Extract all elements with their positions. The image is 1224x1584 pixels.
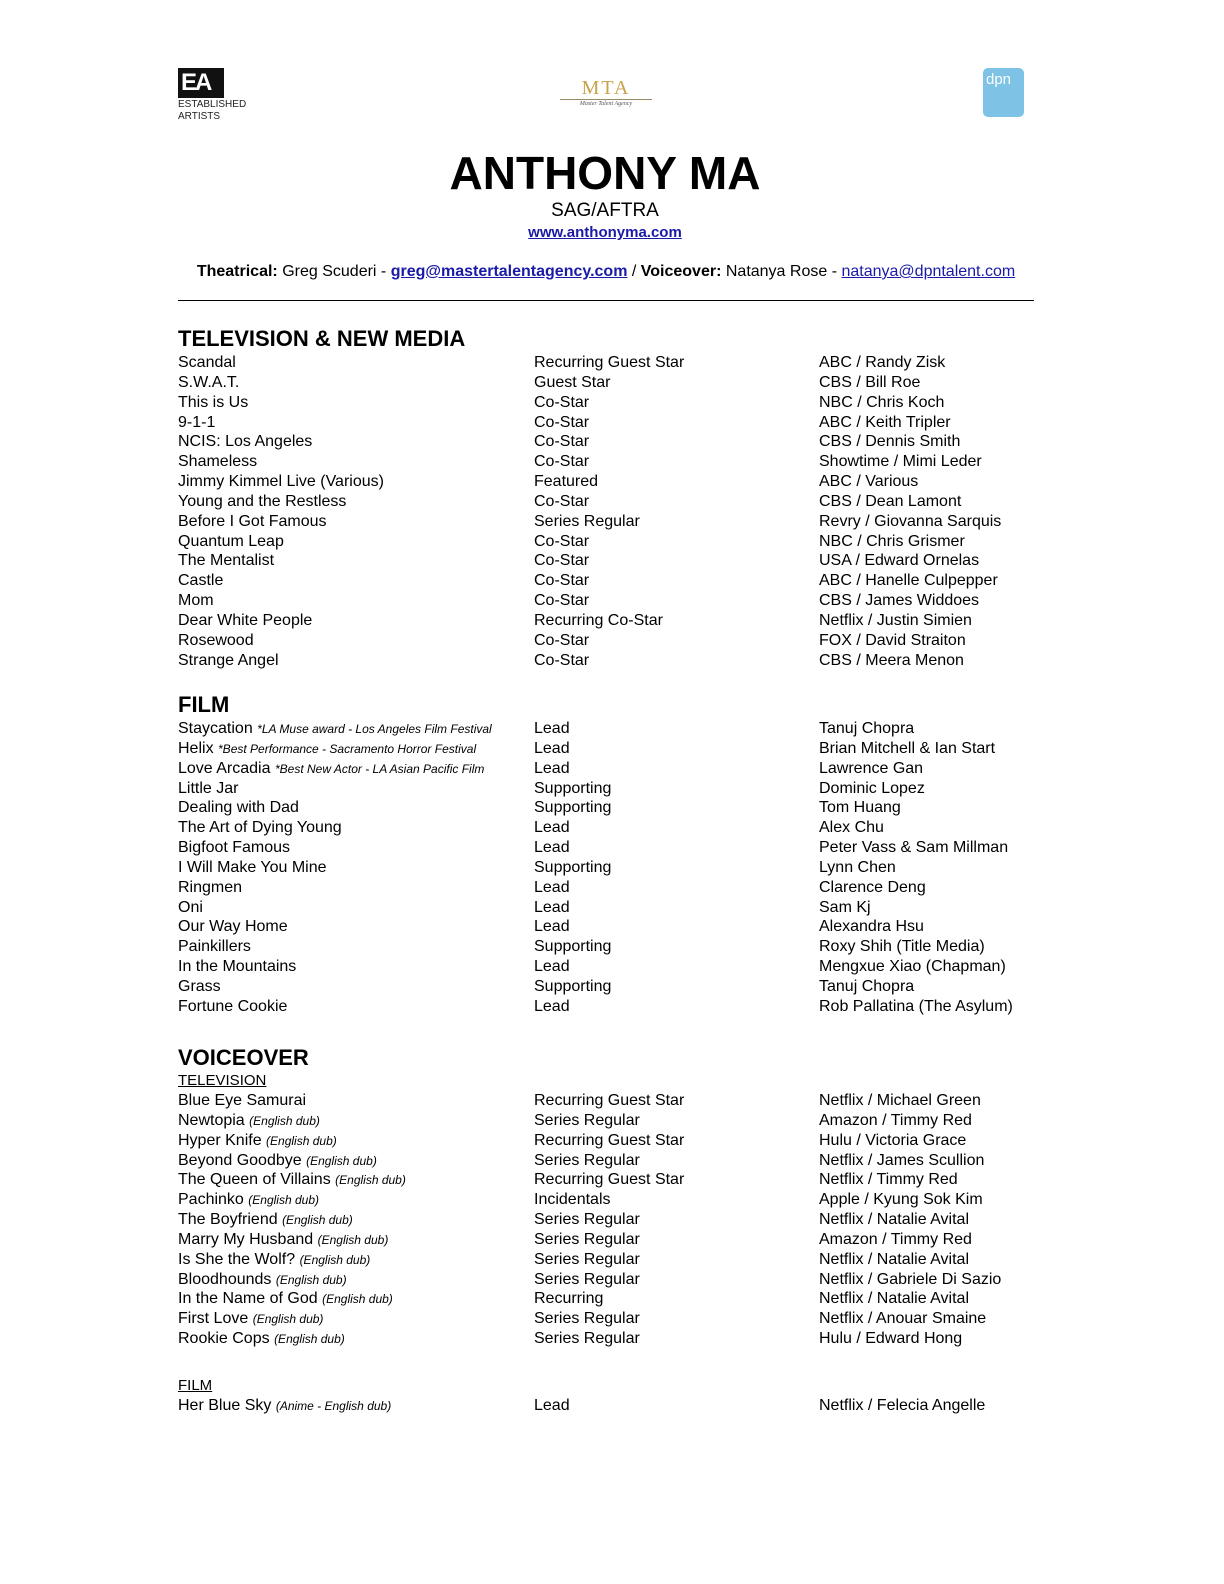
credit-role: Lead [534, 997, 570, 1015]
credit-row [178, 651, 1034, 671]
credit-row [178, 1210, 1034, 1230]
credit-note: *LA Muse award - Los Angeles Film Festival [257, 722, 492, 736]
credit-title: In the Name of God [178, 1290, 318, 1308]
credit-note: (English dub) [282, 1213, 353, 1228]
credit-role: Recurring [534, 1290, 604, 1308]
credit-row [178, 492, 1034, 512]
credit-row [178, 719, 1034, 739]
credit-title: Blue Eye Samurai [178, 1092, 307, 1109]
credit-title: Is She the Wolf? [178, 1250, 296, 1268]
credit-title-cell [178, 977, 221, 997]
credit-note: *Best New Actor - LA Asian Pacific Film [274, 761, 485, 776]
credit-row [178, 1309, 1034, 1329]
union-affiliation: SAG/AFTRA [551, 200, 659, 221]
credit-network-director: Peter Vass & Sam Millman [819, 839, 1009, 857]
credit-row [178, 739, 1034, 759]
credit-network-director: Sam Kj [819, 898, 871, 916]
voiceover-film-subtitle: FILM [178, 1377, 213, 1394]
credit-role: Supporting [534, 858, 612, 876]
credit-title-cell [178, 591, 214, 611]
credit-note: (English dub) [317, 1232, 389, 1247]
credit-role: Lead [534, 720, 570, 737]
credit-row [178, 591, 1034, 611]
film-credits [178, 719, 1034, 1017]
credit-row [178, 1151, 1034, 1171]
credit-row [178, 898, 1034, 918]
credit-role: Supporting [534, 779, 612, 797]
credit-network-director: Netflix / Michael Green [819, 1092, 981, 1109]
credit-role: Co-Star [534, 492, 590, 510]
credit-note: (English dub) [322, 1292, 393, 1307]
credit-row [178, 631, 1034, 651]
credit-title: Marry My Husband [178, 1230, 314, 1248]
credit-network-director: Netflix / James Scullion [819, 1151, 985, 1169]
credit-title: Bigfoot Famous [178, 839, 291, 857]
credit-network-director: Lawrence Gan [819, 759, 924, 777]
credit-network-director: ABC / Hanelle Culpepper [819, 572, 998, 590]
credit-row [178, 957, 1034, 977]
credit-role: Lead [534, 918, 570, 936]
credit-network-director: Netflix / Felecia Angelle [819, 1397, 986, 1414]
credit-title: Staycation [178, 720, 253, 737]
credit-network-director: NBC / Chris Koch [819, 393, 945, 411]
credit-title: S.W.A.T. [178, 373, 240, 391]
credit-network-director: Roxy Shih (Title Media) [819, 938, 985, 956]
credit-note: (English dub) [335, 1173, 406, 1188]
credit-row [178, 551, 1034, 571]
actor-name: ANTHONY MA [449, 147, 761, 199]
credit-title-cell [178, 798, 299, 818]
credit-row [178, 937, 1034, 957]
credit-network-director: CBS / Dennis Smith [819, 433, 961, 451]
credit-row [178, 818, 1034, 838]
credit-role: Co-Star [534, 651, 590, 669]
credit-row [178, 1396, 1034, 1416]
credit-note: (English dub) [275, 1272, 347, 1287]
credit-title-cell [178, 631, 254, 651]
credit-title: Quantum Leap [178, 532, 284, 550]
credit-title-cell [178, 1329, 345, 1349]
credit-role: Series Regular [534, 1330, 640, 1348]
credit-role: Co-Star [534, 433, 590, 451]
credit-title: Painkillers [178, 938, 251, 956]
credit-role: Co-Star [534, 572, 590, 590]
credit-title-cell [178, 818, 342, 838]
credit-role: Co-Star [534, 592, 590, 610]
credit-role: Co-Star [534, 393, 590, 411]
credit-row [178, 838, 1034, 858]
credit-title: Grass [178, 977, 221, 995]
header-divider [178, 300, 1034, 301]
credit-title-cell [178, 898, 203, 918]
credit-title: Ringmen [178, 878, 243, 896]
credit-title: Young and the Restless [178, 492, 347, 510]
credit-network-director: Netflix / Natalie Avital [819, 1290, 969, 1308]
credit-role: Series Regular [534, 1111, 640, 1129]
credit-network-director: CBS / Meera Menon [819, 651, 964, 669]
credit-row [178, 452, 1034, 472]
credit-title-cell [178, 512, 327, 532]
credit-title: 9-1-1 [178, 413, 216, 431]
credit-row [178, 997, 1034, 1017]
credit-network-director: Netflix / Timmy Red [819, 1171, 958, 1189]
credit-title: Strange Angel [178, 651, 279, 669]
credit-title: Rookie Cops [178, 1330, 270, 1348]
credit-title-cell [178, 858, 327, 878]
credit-title-cell [178, 917, 288, 937]
credit-title: Hyper Knife [178, 1131, 262, 1149]
credit-title: NCIS: Los Angeles [178, 433, 313, 451]
credit-title: The Mentalist [178, 552, 275, 570]
credit-title: Rosewood [178, 631, 254, 649]
credit-title: Our Way Home [178, 918, 288, 936]
credit-role: Lead [534, 739, 570, 757]
credit-title-cell [178, 353, 236, 373]
credit-role: Lead [534, 898, 570, 916]
website-link[interactable]: www.anthonyma.com [528, 224, 682, 241]
credit-role: Co-Star [534, 552, 590, 570]
credit-title-cell [178, 651, 279, 671]
credit-title: Her Blue Sky [178, 1397, 272, 1414]
credit-row [178, 413, 1034, 433]
credit-network-director: Showtime / Mimi Leder [819, 453, 982, 471]
credit-network-director: Tom Huang [819, 799, 901, 817]
television-credits [178, 353, 1034, 671]
credit-title-cell [178, 957, 296, 977]
credit-title-cell [178, 1131, 337, 1151]
credit-network-director: CBS / Dean Lamont [819, 492, 962, 510]
credit-title-cell [178, 393, 248, 413]
credit-title: Love Arcadia [178, 759, 271, 777]
credit-title-cell [178, 571, 223, 591]
credit-role: Co-Star [534, 413, 590, 431]
credit-network-director: ABC / Keith Tripler [819, 413, 951, 431]
credit-role: Recurring Guest Star [534, 354, 685, 371]
credit-note: *Best Performance - Sacramento Horror Festival [218, 741, 477, 756]
credit-row [178, 917, 1034, 937]
credit-network-director: Amazon / Timmy Red [819, 1230, 972, 1248]
credit-role: Lead [534, 1397, 570, 1414]
credit-role: Supporting [534, 938, 612, 956]
credit-role: Co-Star [534, 631, 590, 649]
television-section-title: TELEVISION & NEW MEDIA [178, 326, 466, 351]
credit-note: (Anime - English dub) [275, 1399, 392, 1413]
credit-title: Castle [178, 572, 224, 590]
credit-title-cell [178, 997, 287, 1017]
credit-title: Beyond Goodbye [178, 1151, 302, 1169]
credit-role: Incidentals [534, 1191, 611, 1209]
credit-title-cell [178, 1309, 323, 1329]
credit-title: The Queen of Villains [178, 1171, 331, 1189]
credit-note: (English dub) [266, 1133, 337, 1148]
credit-title-cell [178, 937, 251, 957]
credit-row [178, 1230, 1034, 1250]
credit-role: Featured [534, 473, 599, 491]
mta-logo-mark: MTA [581, 77, 631, 99]
credit-note: (English dub) [248, 1193, 319, 1208]
credit-title-cell [178, 759, 484, 779]
credit-row [178, 432, 1034, 452]
credit-title-cell [178, 1396, 391, 1416]
credit-title: Little Jar [178, 779, 239, 797]
credit-network-director: ABC / Various [819, 473, 919, 491]
credit-role: Co-Star [534, 532, 590, 550]
credit-network-director: CBS / Bill Roe [819, 373, 921, 391]
credit-network-director: FOX / David Straiton [819, 631, 966, 649]
credit-network-director: Hulu / Victoria Grace [819, 1131, 967, 1149]
credit-network-director: Lynn Chen [819, 858, 896, 876]
credit-role: Recurring Guest Star [534, 1171, 685, 1189]
credit-row [178, 1170, 1034, 1190]
credit-row [178, 858, 1034, 878]
credit-network-director: Apple / Kyung Sok Kim [819, 1191, 983, 1209]
credit-title: This is Us [178, 393, 249, 411]
credit-role: Series Regular [534, 1310, 640, 1328]
ea-logo-mark: EA [178, 68, 224, 98]
credit-title: Newtopia [178, 1111, 245, 1129]
credit-network-director: Rob Pallatina (The Asylum) [819, 997, 1013, 1015]
credit-row [178, 779, 1034, 799]
credit-row [178, 1091, 1034, 1111]
voiceover-television-credits [178, 1091, 1034, 1349]
credit-network-director: Revry / Giovanna Sarquis [819, 512, 1002, 530]
credit-row [178, 798, 1034, 818]
credit-row [178, 878, 1034, 898]
credit-role: Series Regular [534, 512, 640, 530]
credit-role: Supporting [534, 977, 612, 995]
credit-row [178, 532, 1034, 552]
credit-title-cell [178, 1190, 319, 1210]
credit-network-director: Tanuj Chopra [819, 720, 915, 737]
dpn-logo-mark: dpn [986, 71, 1012, 88]
credit-row [178, 1329, 1034, 1349]
credit-title-cell [178, 739, 476, 759]
credit-network-director: Mengxue Xiao (Chapman) [819, 958, 1006, 976]
credit-role: Series Regular [534, 1211, 640, 1229]
credit-row [178, 472, 1034, 492]
contact-line [0, 262, 1212, 282]
ea-logo-text-1: ESTABLISHED [178, 99, 247, 110]
credit-title-cell [178, 1151, 377, 1171]
credit-row [178, 759, 1034, 779]
credit-title: Fortune Cookie [178, 997, 288, 1015]
credit-title: Helix [178, 739, 214, 757]
credit-title: Shameless [178, 453, 258, 471]
credit-network-director: USA / Edward Ornelas [819, 552, 980, 570]
credit-network-director: Netflix / Anouar Smaine [819, 1310, 987, 1328]
credit-row [178, 1111, 1034, 1131]
credit-title: Dealing with Dad [178, 799, 299, 817]
credit-title-cell [178, 1289, 393, 1309]
credit-row [178, 1250, 1034, 1270]
credit-role: Guest Star [534, 373, 611, 391]
credit-title: Dear White People [178, 611, 313, 629]
credit-network-director: Dominic Lopez [819, 779, 925, 797]
credit-network-director: CBS / James Widdoes [819, 592, 980, 610]
credit-row [178, 393, 1034, 413]
credit-title: Scandal [178, 354, 236, 371]
credit-title-cell [178, 1111, 320, 1131]
credit-title-cell [178, 1170, 406, 1190]
credit-title: Oni [178, 898, 203, 916]
credit-row [178, 1131, 1034, 1151]
ea-logo-text-2: ARTISTS [178, 111, 221, 122]
credit-title-cell [178, 1270, 347, 1290]
credit-role: Lead [534, 839, 570, 857]
voiceover-film-credits [178, 1396, 1034, 1416]
credit-title-cell [178, 432, 312, 452]
film-section-title: FILM [178, 692, 230, 717]
credit-role: Co-Star [534, 453, 590, 471]
voiceover-agent: Natanya Rose - [725, 263, 838, 280]
credit-row [178, 1190, 1034, 1210]
credit-network-director: Netflix / Justin Simien [819, 611, 972, 629]
credit-title: In the Mountains [178, 958, 297, 976]
credit-row [178, 1289, 1034, 1309]
credit-role: Lead [534, 878, 570, 896]
credit-title-cell [178, 779, 238, 799]
voiceover-label: Voiceover: [640, 263, 722, 280]
theatrical-agent: Greg Scuderi - [282, 263, 387, 280]
credit-role: Series Regular [534, 1230, 640, 1248]
credit-network-director: Brian Mitchell & Ian Start [819, 739, 996, 757]
theatrical-email-link[interactable]: greg@mastertalentagency.com [390, 263, 628, 280]
credit-network-director: Amazon / Timmy Red [819, 1111, 972, 1129]
credit-title-cell [178, 1250, 370, 1270]
theatrical-label: Theatrical: [196, 263, 278, 280]
credit-title-cell [178, 1210, 353, 1230]
credit-role: Lead [534, 958, 570, 976]
dpn-talent-logo [983, 68, 1024, 117]
credit-title-cell [178, 492, 346, 512]
credit-title: Mom [178, 592, 214, 610]
credit-title-cell [178, 413, 215, 433]
established-artists-logo [178, 68, 248, 122]
credit-network-director: Hulu / Edward Hong [819, 1330, 963, 1348]
mta-logo-text: Master Talent Agency [579, 101, 633, 107]
credit-role: Series Regular [534, 1250, 640, 1268]
credit-title-cell [178, 611, 312, 631]
credit-note: (English dub) [299, 1252, 371, 1267]
credit-role: Series Regular [534, 1270, 640, 1288]
credit-role: Recurring Co-Star [534, 611, 663, 629]
credit-role: Recurring Guest Star [534, 1131, 685, 1149]
credit-row [178, 611, 1034, 631]
credit-title: Bloodhounds [178, 1270, 272, 1288]
credit-title-cell [178, 472, 384, 492]
credit-network-director: Netflix / Natalie Avital [819, 1250, 969, 1268]
credit-network-director: Clarence Deng [819, 878, 926, 896]
voiceover-television-subtitle: TELEVISION [178, 1072, 267, 1089]
credit-network-director: Alex Chu [819, 819, 884, 837]
master-talent-agency-logo [556, 78, 656, 109]
credit-title-cell [178, 452, 257, 472]
credit-title-cell [178, 878, 242, 898]
credit-note: (English dub) [274, 1332, 345, 1347]
credit-title: Pachinko [178, 1191, 244, 1209]
credit-network-director: Tanuj Chopra [819, 977, 915, 995]
credit-role: Supporting [534, 799, 612, 817]
credit-network-director: Netflix / Natalie Avital [819, 1211, 969, 1229]
credit-row [178, 373, 1034, 393]
credit-note: (English dub) [249, 1113, 320, 1128]
credit-note: (English dub) [252, 1312, 324, 1327]
contact-separator: / [631, 263, 637, 280]
credit-title: I Will Make You Mine [178, 858, 327, 876]
credit-title-cell [178, 532, 284, 552]
credit-network-director: NBC / Chris Grismer [819, 532, 965, 550]
credit-title: Before I Got Famous [178, 512, 327, 530]
credit-network-director: Alexandra Hsu [819, 918, 924, 936]
credit-title-cell [178, 838, 290, 858]
credit-row [178, 571, 1034, 591]
credit-title: The Art of Dying Young [178, 819, 342, 837]
credit-role: Lead [534, 819, 570, 837]
credit-network-director: ABC / Randy Zisk [819, 354, 946, 371]
credit-note: (English dub) [306, 1153, 377, 1168]
credit-role: Recurring Guest Star [534, 1092, 685, 1109]
credit-title: Jimmy Kimmel Live (Various) [178, 473, 384, 491]
voiceover-email-link[interactable]: natanya@dpntalent.com [841, 263, 1016, 280]
credit-title-cell [178, 373, 239, 393]
credit-row [178, 512, 1034, 532]
voiceover-section-title: VOICEOVER [178, 1045, 309, 1070]
credit-row [178, 353, 1034, 373]
credit-title-cell [178, 551, 274, 571]
credit-title: The Boyfriend [178, 1211, 278, 1229]
credit-title: First Love [178, 1310, 249, 1328]
credit-role: Lead [534, 759, 570, 777]
credit-row [178, 1270, 1034, 1290]
credit-network-director: Netflix / Gabriele Di Sazio [819, 1270, 1002, 1288]
credit-title-cell [178, 719, 492, 739]
credit-role: Series Regular [534, 1151, 640, 1169]
credit-title-cell [178, 1230, 388, 1250]
credit-title-cell [178, 1091, 306, 1111]
credit-row [178, 977, 1034, 997]
